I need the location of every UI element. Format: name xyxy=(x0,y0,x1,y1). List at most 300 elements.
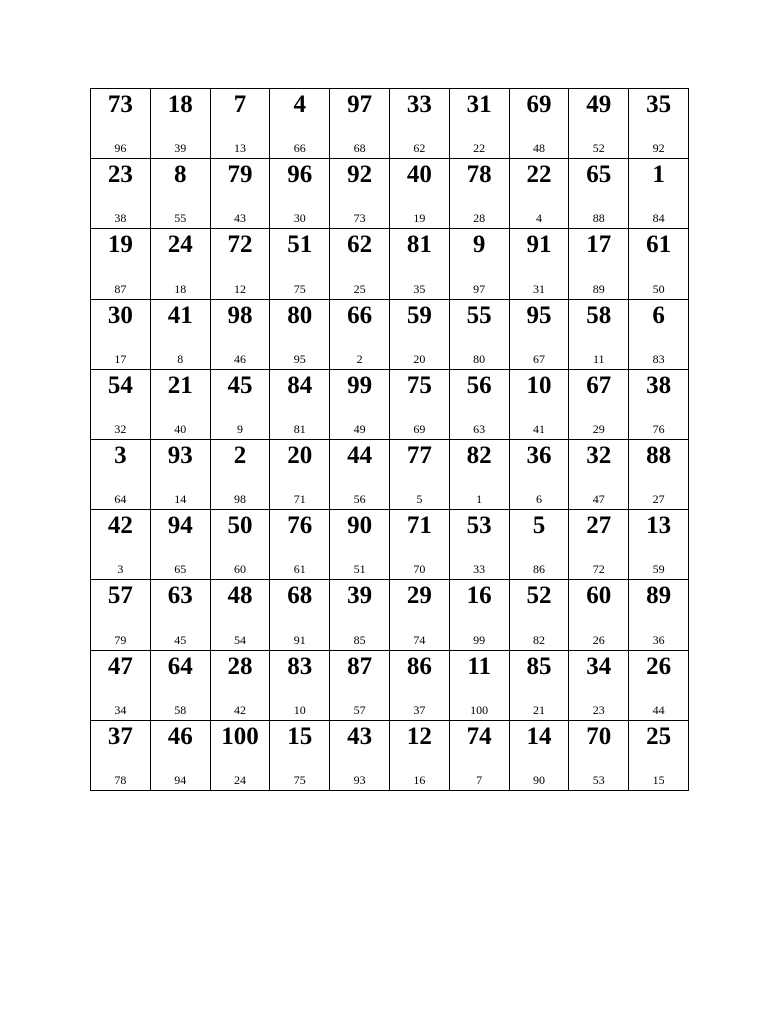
grid-cell xyxy=(270,650,330,720)
grid-cell xyxy=(91,229,151,299)
cell-sub-number: 94 xyxy=(174,772,187,787)
grid-cell xyxy=(150,439,210,509)
grid-cell xyxy=(330,159,390,229)
cell-main-number: 95 xyxy=(526,301,552,329)
grid-cell xyxy=(389,580,449,650)
cell-main-number: 60 xyxy=(586,582,612,610)
cell-sub-number: 92 xyxy=(652,141,665,156)
number-grid-table xyxy=(90,88,689,791)
cell-main-number: 63 xyxy=(167,582,193,610)
cell-main-number: 27 xyxy=(586,512,612,540)
number-grid-body xyxy=(91,89,689,791)
cell-main-number: 22 xyxy=(526,161,552,189)
grid-row xyxy=(91,510,689,580)
grid-cell xyxy=(629,650,689,720)
cell-main-number: 18 xyxy=(167,91,193,118)
grid-cell xyxy=(509,510,569,580)
cell-main-number: 47 xyxy=(107,652,133,680)
cell-main-number: 40 xyxy=(406,161,432,189)
cell-sub-number: 47 xyxy=(592,492,605,507)
cell-sub-number: 21 xyxy=(532,702,545,717)
grid-cell xyxy=(389,229,449,299)
grid-cell xyxy=(449,720,509,790)
cell-sub-number: 36 xyxy=(652,632,665,647)
grid-cell xyxy=(210,159,270,229)
cell-sub-number: 38 xyxy=(114,211,127,226)
cell-sub-number: 65 xyxy=(174,562,187,577)
grid-cell xyxy=(629,580,689,650)
grid-cell xyxy=(449,439,509,509)
cell-sub-number: 12 xyxy=(233,281,246,296)
grid-cell xyxy=(509,650,569,720)
grid-cell xyxy=(509,439,569,509)
cell-main-number: 52 xyxy=(526,582,552,610)
grid-cell xyxy=(210,580,270,650)
cell-main-number: 83 xyxy=(287,652,313,680)
cell-main-number: 25 xyxy=(646,722,672,750)
cell-main-number: 24 xyxy=(167,231,193,259)
cell-main-number: 72 xyxy=(227,231,253,259)
cell-main-number: 14 xyxy=(526,722,552,750)
cell-main-number: 51 xyxy=(287,231,313,259)
grid-cell xyxy=(91,580,151,650)
cell-main-number: 39 xyxy=(347,582,373,610)
grid-cell xyxy=(270,720,330,790)
grid-cell xyxy=(629,229,689,299)
grid-cell xyxy=(629,510,689,580)
grid-cell xyxy=(569,510,629,580)
cell-main-number: 7 xyxy=(233,91,247,118)
cell-sub-number: 41 xyxy=(532,421,545,436)
cell-sub-number: 55 xyxy=(174,211,187,226)
grid-cell xyxy=(330,510,390,580)
cell-main-number: 96 xyxy=(287,161,313,189)
cell-main-number: 57 xyxy=(107,582,133,610)
cell-sub-number: 16 xyxy=(413,772,426,787)
cell-main-number: 68 xyxy=(287,582,313,610)
cell-main-number: 3 xyxy=(114,441,127,469)
cell-main-number: 17 xyxy=(586,231,612,259)
grid-row xyxy=(91,580,689,650)
cell-main-number: 87 xyxy=(347,652,373,680)
cell-sub-number: 9 xyxy=(236,421,243,436)
grid-cell xyxy=(569,89,629,159)
cell-main-number: 34 xyxy=(586,652,612,680)
grid-cell xyxy=(330,229,390,299)
cell-sub-number: 89 xyxy=(592,281,605,296)
cell-main-number: 42 xyxy=(107,512,133,540)
cell-sub-number: 73 xyxy=(353,211,366,226)
cell-sub-number: 95 xyxy=(293,351,306,366)
cell-sub-number: 64 xyxy=(114,492,127,507)
cell-main-number: 78 xyxy=(466,161,492,189)
cell-main-number: 19 xyxy=(107,231,133,259)
grid-cell xyxy=(629,720,689,790)
grid-cell xyxy=(270,439,330,509)
cell-main-number: 1 xyxy=(652,161,665,189)
cell-sub-number: 96 xyxy=(114,141,127,156)
cell-main-number: 98 xyxy=(227,301,253,329)
grid-cell xyxy=(509,159,569,229)
cell-sub-number: 69 xyxy=(413,421,426,436)
cell-sub-number: 3 xyxy=(117,562,124,577)
grid-cell xyxy=(330,439,390,509)
cell-main-number: 48 xyxy=(227,582,253,610)
cell-sub-number: 56 xyxy=(353,492,366,507)
cell-main-number: 29 xyxy=(406,582,432,610)
grid-cell xyxy=(150,510,210,580)
cell-sub-number: 18 xyxy=(174,281,187,296)
cell-sub-number: 67 xyxy=(532,351,545,366)
cell-sub-number: 48 xyxy=(532,141,545,156)
grid-cell xyxy=(330,650,390,720)
grid-cell xyxy=(569,159,629,229)
cell-sub-number: 40 xyxy=(174,421,187,436)
grid-row xyxy=(91,439,689,509)
grid-row xyxy=(91,89,689,159)
cell-sub-number: 75 xyxy=(293,772,306,787)
grid-cell xyxy=(150,299,210,369)
cell-sub-number: 30 xyxy=(293,211,306,226)
grid-cell xyxy=(569,299,629,369)
cell-sub-number: 78 xyxy=(114,772,127,787)
cell-main-number: 56 xyxy=(466,371,492,399)
cell-sub-number: 74 xyxy=(413,632,426,647)
grid-cell xyxy=(449,510,509,580)
cell-sub-number: 26 xyxy=(592,632,605,647)
cell-main-number: 97 xyxy=(347,91,373,118)
cell-sub-number: 1 xyxy=(476,492,483,507)
cell-sub-number: 58 xyxy=(174,702,187,717)
cell-sub-number: 97 xyxy=(473,281,486,296)
grid-cell xyxy=(629,159,689,229)
cell-sub-number: 20 xyxy=(413,351,426,366)
cell-sub-number: 87 xyxy=(114,281,127,296)
cell-sub-number: 54 xyxy=(233,632,246,647)
grid-cell xyxy=(210,299,270,369)
grid-cell xyxy=(449,580,509,650)
grid-cell xyxy=(150,369,210,439)
cell-main-number: 41 xyxy=(167,301,193,329)
grid-cell xyxy=(509,369,569,439)
cell-main-number: 61 xyxy=(646,231,672,259)
cell-main-number: 64 xyxy=(167,652,193,680)
cell-main-number: 58 xyxy=(586,301,612,329)
cell-sub-number: 75 xyxy=(293,281,306,296)
grid-cell xyxy=(509,580,569,650)
cell-sub-number: 14 xyxy=(174,492,187,507)
grid-cell xyxy=(629,299,689,369)
grid-cell xyxy=(449,369,509,439)
cell-main-number: 49 xyxy=(586,91,612,118)
cell-sub-number: 35 xyxy=(413,281,426,296)
grid-cell xyxy=(91,89,151,159)
cell-main-number: 55 xyxy=(466,301,492,329)
cell-sub-number: 2 xyxy=(356,351,363,366)
grid-cell xyxy=(330,720,390,790)
cell-sub-number: 60 xyxy=(233,562,246,577)
cell-main-number: 46 xyxy=(167,722,193,750)
cell-main-number: 35 xyxy=(646,91,672,118)
cell-main-number: 10 xyxy=(526,371,552,399)
grid-cell xyxy=(270,369,330,439)
cell-sub-number: 90 xyxy=(532,772,545,787)
cell-sub-number: 15 xyxy=(652,772,665,787)
grid-cell xyxy=(389,369,449,439)
cell-sub-number: 53 xyxy=(592,772,605,787)
grid-cell xyxy=(210,510,270,580)
cell-sub-number: 88 xyxy=(592,211,605,226)
cell-main-number: 77 xyxy=(406,441,432,469)
cell-main-number: 59 xyxy=(406,301,432,329)
grid-cell xyxy=(270,510,330,580)
cell-main-number: 100 xyxy=(221,722,259,750)
cell-sub-number: 79 xyxy=(114,632,127,647)
grid-cell xyxy=(569,229,629,299)
grid-cell xyxy=(210,650,270,720)
grid-cell xyxy=(210,369,270,439)
cell-sub-number: 86 xyxy=(532,562,545,577)
cell-sub-number: 24 xyxy=(233,772,246,787)
cell-sub-number: 93 xyxy=(353,772,366,787)
grid-cell xyxy=(509,720,569,790)
cell-sub-number: 68 xyxy=(353,141,366,156)
grid-cell xyxy=(330,299,390,369)
grid-cell xyxy=(389,439,449,509)
cell-main-number: 62 xyxy=(347,231,373,259)
cell-sub-number: 42 xyxy=(233,702,246,717)
grid-cell xyxy=(91,369,151,439)
cell-main-number: 4 xyxy=(293,91,307,118)
cell-sub-number: 34 xyxy=(114,702,127,717)
cell-sub-number: 98 xyxy=(233,492,246,507)
grid-cell xyxy=(389,89,449,159)
cell-sub-number: 61 xyxy=(293,562,306,577)
cell-sub-number: 85 xyxy=(353,632,366,647)
grid-cell xyxy=(91,439,151,509)
grid-cell xyxy=(150,159,210,229)
cell-sub-number: 45 xyxy=(174,632,187,647)
cell-sub-number: 44 xyxy=(652,702,665,717)
grid-cell xyxy=(270,229,330,299)
grid-row xyxy=(91,720,689,790)
cell-main-number: 20 xyxy=(287,441,313,469)
cell-sub-number: 49 xyxy=(353,421,366,436)
cell-main-number: 36 xyxy=(526,441,552,469)
cell-sub-number: 80 xyxy=(473,351,486,366)
cell-sub-number: 6 xyxy=(535,492,542,507)
cell-sub-number: 52 xyxy=(592,141,605,156)
cell-main-number: 5 xyxy=(532,512,546,540)
grid-cell xyxy=(569,369,629,439)
grid-cell xyxy=(150,650,210,720)
cell-sub-number: 82 xyxy=(532,632,545,647)
cell-main-number: 88 xyxy=(646,441,672,469)
grid-cell xyxy=(629,369,689,439)
cell-sub-number: 32 xyxy=(114,421,127,436)
cell-main-number: 71 xyxy=(406,512,432,540)
grid-cell xyxy=(449,229,509,299)
grid-cell xyxy=(629,89,689,159)
cell-main-number: 11 xyxy=(467,652,491,680)
cell-main-number: 32 xyxy=(586,441,612,469)
grid-cell xyxy=(509,229,569,299)
grid-cell xyxy=(91,299,151,369)
cell-sub-number: 29 xyxy=(592,421,605,436)
cell-sub-number: 91 xyxy=(293,632,306,647)
cell-main-number: 66 xyxy=(347,301,373,329)
cell-main-number: 99 xyxy=(347,371,373,399)
cell-sub-number: 33 xyxy=(473,562,486,577)
cell-sub-number: 43 xyxy=(233,211,246,226)
cell-main-number: 45 xyxy=(227,371,253,399)
cell-sub-number: 72 xyxy=(592,562,605,577)
cell-main-number: 86 xyxy=(406,652,432,680)
cell-main-number: 75 xyxy=(406,371,432,399)
grid-cell xyxy=(509,89,569,159)
grid-cell xyxy=(330,580,390,650)
grid-cell xyxy=(569,720,629,790)
cell-main-number: 30 xyxy=(107,301,133,329)
cell-sub-number: 57 xyxy=(353,702,366,717)
cell-sub-number: 51 xyxy=(353,562,366,577)
cell-main-number: 94 xyxy=(167,512,193,540)
cell-sub-number: 4 xyxy=(535,211,542,226)
cell-main-number: 54 xyxy=(107,371,133,399)
grid-cell xyxy=(210,229,270,299)
cell-main-number: 79 xyxy=(227,161,253,189)
cell-sub-number: 71 xyxy=(293,492,306,507)
grid-row xyxy=(91,229,689,299)
grid-cell xyxy=(389,650,449,720)
grid-row xyxy=(91,650,689,720)
cell-main-number: 67 xyxy=(586,371,612,399)
grid-cell xyxy=(389,159,449,229)
cell-sub-number: 50 xyxy=(652,281,665,296)
cell-sub-number: 70 xyxy=(413,562,426,577)
cell-main-number: 74 xyxy=(466,722,492,750)
cell-sub-number: 23 xyxy=(592,702,605,717)
cell-sub-number: 99 xyxy=(473,632,486,647)
cell-main-number: 33 xyxy=(406,91,432,118)
grid-cell xyxy=(270,89,330,159)
grid-cell xyxy=(210,439,270,509)
cell-main-number: 9 xyxy=(472,231,486,259)
cell-sub-number: 39 xyxy=(174,141,187,156)
grid-cell xyxy=(449,89,509,159)
grid-row xyxy=(91,369,689,439)
cell-sub-number: 11 xyxy=(592,351,605,366)
cell-sub-number: 28 xyxy=(473,211,486,226)
cell-sub-number: 10 xyxy=(293,702,306,717)
grid-cell xyxy=(150,720,210,790)
cell-main-number: 69 xyxy=(526,91,552,118)
cell-main-number: 2 xyxy=(233,441,247,469)
cell-main-number: 50 xyxy=(227,512,253,540)
cell-sub-number: 8 xyxy=(177,351,184,366)
cell-sub-number: 19 xyxy=(413,211,426,226)
grid-cell xyxy=(210,89,270,159)
grid-row xyxy=(91,299,689,369)
cell-sub-number: 59 xyxy=(652,562,665,577)
cell-main-number: 81 xyxy=(406,231,432,259)
cell-main-number: 28 xyxy=(227,652,253,680)
cell-main-number: 8 xyxy=(173,161,187,189)
cell-sub-number: 5 xyxy=(416,492,423,507)
cell-sub-number: 27 xyxy=(652,492,665,507)
cell-sub-number: 17 xyxy=(114,351,127,366)
grid-cell xyxy=(91,650,151,720)
cell-main-number: 80 xyxy=(287,301,313,329)
cell-sub-number: 81 xyxy=(293,421,306,436)
cell-main-number: 38 xyxy=(646,371,672,399)
cell-sub-number: 83 xyxy=(652,351,665,366)
cell-sub-number: 25 xyxy=(353,281,366,296)
grid-cell xyxy=(449,650,509,720)
cell-main-number: 90 xyxy=(347,512,373,540)
cell-main-number: 26 xyxy=(646,652,672,680)
cell-main-number: 43 xyxy=(347,722,373,750)
cell-sub-number: 76 xyxy=(652,421,665,436)
cell-main-number: 70 xyxy=(586,722,612,750)
cell-sub-number: 46 xyxy=(233,351,246,366)
cell-main-number: 84 xyxy=(287,371,313,399)
grid-cell xyxy=(509,299,569,369)
grid-cell xyxy=(91,720,151,790)
cell-main-number: 76 xyxy=(287,512,313,540)
grid-cell xyxy=(569,650,629,720)
cell-main-number: 89 xyxy=(646,582,672,610)
grid-cell xyxy=(330,89,390,159)
grid-cell xyxy=(150,89,210,159)
cell-main-number: 21 xyxy=(167,371,193,399)
cell-main-number: 92 xyxy=(347,161,373,189)
cell-sub-number: 62 xyxy=(413,141,426,156)
grid-cell xyxy=(389,299,449,369)
cell-main-number: 12 xyxy=(406,722,432,750)
grid-cell xyxy=(91,510,151,580)
grid-cell xyxy=(330,369,390,439)
cell-main-number: 85 xyxy=(526,652,552,680)
grid-cell xyxy=(569,439,629,509)
cell-main-number: 15 xyxy=(287,722,313,750)
cell-main-number: 23 xyxy=(107,161,133,189)
cell-main-number: 65 xyxy=(586,161,612,189)
cell-sub-number: 100 xyxy=(470,702,489,717)
cell-sub-number: 7 xyxy=(476,772,483,787)
cell-sub-number: 63 xyxy=(473,421,486,436)
cell-main-number: 73 xyxy=(107,91,133,118)
cell-main-number: 82 xyxy=(466,441,492,469)
grid-cell xyxy=(629,439,689,509)
cell-main-number: 37 xyxy=(107,722,133,750)
cell-main-number: 31 xyxy=(466,91,492,118)
grid-cell xyxy=(270,159,330,229)
cell-main-number: 53 xyxy=(466,512,492,540)
cell-main-number: 6 xyxy=(652,301,665,329)
grid-cell xyxy=(569,580,629,650)
cell-main-number: 16 xyxy=(466,582,492,610)
grid-cell xyxy=(449,159,509,229)
grid-cell xyxy=(91,159,151,229)
cell-sub-number: 31 xyxy=(532,281,545,296)
cell-main-number: 13 xyxy=(646,512,672,540)
grid-cell xyxy=(150,229,210,299)
cell-sub-number: 37 xyxy=(413,702,426,717)
grid-cell xyxy=(210,720,270,790)
grid-cell xyxy=(389,510,449,580)
cell-main-number: 44 xyxy=(347,441,373,469)
